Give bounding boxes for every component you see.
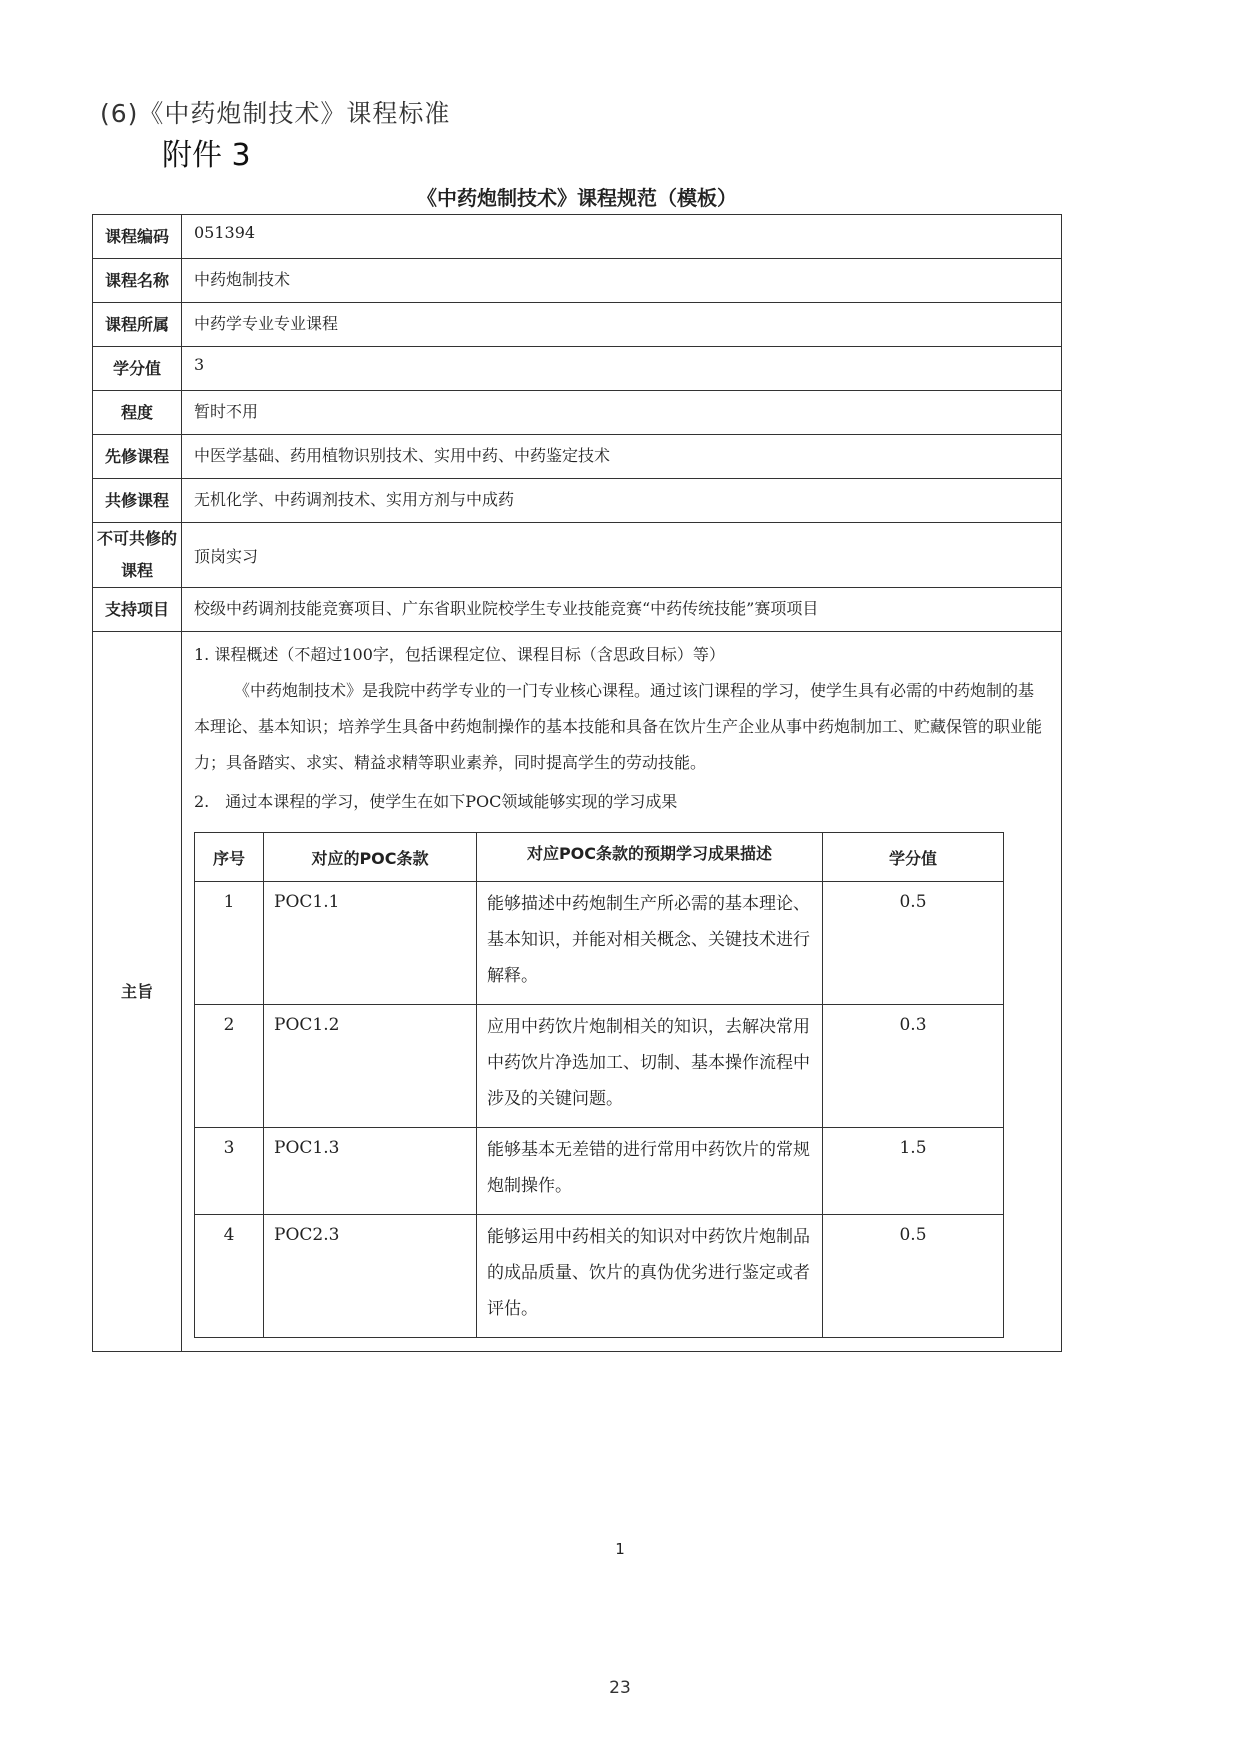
row-purpose: [93, 632, 1062, 1352]
poc-header-no: 序号: [195, 833, 264, 882]
poc-no: 2: [195, 1005, 264, 1128]
label-course-code: 课程编码: [93, 215, 182, 259]
poc-desc: 能够描述中药炮制生产所必需的基本理论、基本知识，并能对相关概念、关键技术进行解释。: [477, 882, 823, 1005]
value-prereq: 中医学基础、药用植物识别技术、实用中药、中药鉴定技术: [182, 435, 1062, 479]
row-course-belong: [93, 303, 1062, 347]
row-coreq: [93, 479, 1062, 523]
label-prereq: 先修课程: [93, 435, 182, 479]
poc-header-desc: 对应POC条款的预期学习成果描述: [477, 833, 823, 882]
value-credit: 3: [182, 347, 1062, 391]
label-level: 程度: [93, 391, 182, 435]
outcome-heading: 2. 通过本课程的学习，使学生在如下POC领域能够实现的学习成果: [194, 792, 678, 811]
value-course-name: 中药炮制技术: [182, 259, 1062, 303]
poc-row: [195, 1215, 1004, 1338]
row-level: [93, 391, 1062, 435]
poc-code: POC1.1: [264, 882, 477, 1005]
page-number-inner: 1: [615, 1540, 625, 1558]
label-coreq: 共修课程: [93, 479, 182, 523]
poc-desc: 能够基本无差错的进行常用中药饮片的常规炮制操作。: [477, 1128, 823, 1215]
value-coreq: 无机化学、中药调剂技术、实用方剂与中成药: [182, 479, 1062, 523]
poc-row: [195, 882, 1004, 1005]
row-prereq: [93, 435, 1062, 479]
poc-credit: 0.5: [823, 1215, 1004, 1338]
value-exclusive: 顶岗实习: [182, 523, 1062, 588]
row-credit: [93, 347, 1062, 391]
poc-header-row: [195, 833, 1004, 882]
value-course-belong: 中药学专业专业课程: [182, 303, 1062, 347]
page-number-outer: 23: [609, 1678, 631, 1698]
poc-desc: 应用中药饮片炮制相关的知识，去解决常用中药饮片净选加工、切制、基本操作流程中涉及的关键问题。: [477, 1005, 823, 1128]
attachment-label: 附件 3: [162, 138, 251, 173]
poc-header-credit: 学分值: [823, 833, 1004, 882]
poc-credit: 1.5: [823, 1128, 1004, 1215]
section-heading: (6)《中药炮制技术》课程标准: [100, 99, 451, 128]
row-course-name: [93, 259, 1062, 303]
document-title: 《中药炮制技术》课程规范（模板）: [417, 186, 737, 210]
poc-credit: 0.5: [823, 882, 1004, 1005]
label-purpose: 主旨: [93, 632, 182, 1352]
label-course-belong: 课程所属: [93, 303, 182, 347]
course-spec-table: [92, 214, 1062, 1352]
purpose-content: [182, 632, 1062, 1352]
poc-no: 3: [195, 1128, 264, 1215]
value-course-code: 051394: [182, 215, 1062, 259]
value-level: 暂时不用: [182, 391, 1062, 435]
poc-table: [194, 832, 1004, 1338]
label-exclusive: 不可共修的课程: [93, 523, 182, 588]
label-credit: 学分值: [93, 347, 182, 391]
poc-code: POC2.3: [264, 1215, 477, 1338]
poc-header-code: 对应的POC条款: [264, 833, 477, 882]
value-support: 校级中药调剂技能竞赛项目、广东省职业院校学生专业技能竞赛“中药传统技能”赛项项目: [182, 588, 1062, 632]
row-course-code: [93, 215, 1062, 259]
poc-row: [195, 1005, 1004, 1128]
poc-code: POC1.3: [264, 1128, 477, 1215]
poc-code: POC1.2: [264, 1005, 477, 1128]
label-course-name: 课程名称: [93, 259, 182, 303]
overview-text: 《中药炮制技术》是我院中药学专业的一门专业核心课程。通过该门课程的学习，使学生具有必需的中药炮制的基本理论、基本知识；培养学生具备中药炮制操作的基本技能和具备在饮片生产企业从事中药炮制加工、贮藏保管的职业能力；具备踏实、求实、精益求精等职业素养，同时提高学生的劳动技能。: [194, 681, 1043, 772]
poc-row: [195, 1128, 1004, 1215]
row-support: [93, 588, 1062, 632]
poc-no: 1: [195, 882, 264, 1005]
poc-desc: 能够运用中药相关的知识对中药饮片炮制品的成品质量、饮片的真伪优劣进行鉴定或者评估。: [477, 1215, 823, 1338]
label-support: 支持项目: [93, 588, 182, 632]
overview-heading: 1. 课程概述（不超过100字，包括课程定位、课程目标（含思政目标）等）: [194, 645, 725, 664]
poc-credit: 0.3: [823, 1005, 1004, 1128]
poc-no: 4: [195, 1215, 264, 1338]
row-exclusive: [93, 523, 1062, 588]
